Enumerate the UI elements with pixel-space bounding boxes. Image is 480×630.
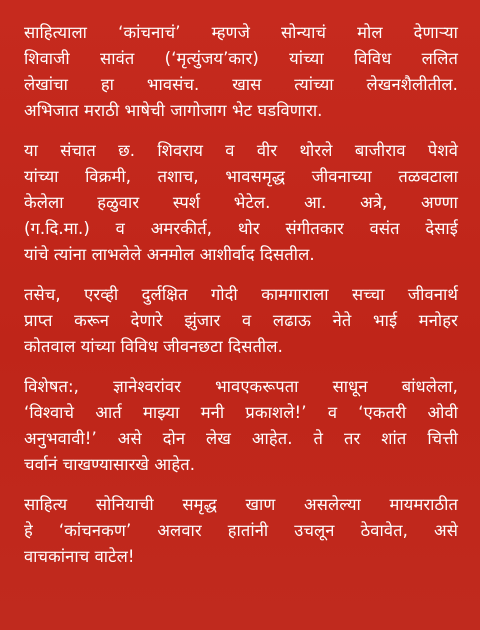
text-line: (ग.दि.मा.) व अमरकीर्त, थोर संगीतकार वसंत देसाई — [24, 219, 458, 238]
text-line: कोतवाल यांच्या विविध जीवनछटा दिसतील. — [24, 337, 283, 356]
text-line: वाचकांनाच वाटेल! — [24, 547, 135, 566]
text-line: अनुभवावी!’ असे दोन लेख आहेत. ते तर शांत चित्ती — [24, 429, 458, 448]
text-line: विशेषत:, ज्ञानेश्वरांवर भावएकरूपता साधून बांधलेला, — [24, 377, 458, 396]
text-line: शिवाजी सावंत (‘मृत्युंजय’कार) यांच्या विविध ललित — [24, 49, 458, 68]
text-line: ‘विश्वाचे आर्त माझ्या मनी प्रकाशले!’ व ‘एकतरी ओवी — [24, 403, 458, 422]
text-line: साहित्याला ‘कांचनाचं’ म्हणजे सोन्याचं मोल देणाऱ्या — [24, 23, 458, 42]
text-line: हे ‘कांचनकण’ अलवार हातांनी उचलून ठेवावेत, असे — [24, 521, 458, 540]
paragraph-special — [24, 374, 458, 478]
text-line: अभिजात मराठी भाषेची जागोजाग भेट घडविणारा. — [24, 101, 323, 120]
text-line: चर्वानं चाखण्यासारखे आहेत. — [24, 455, 196, 474]
paragraph-closing — [24, 492, 458, 570]
text-line: या संचात छ. शिवराय व वीर थोरले बाजीराव पेशवे — [24, 141, 458, 160]
text-line: तसेच, एरव्ही दुर्लक्षित गोदी कामगाराला सच्चा जीवनार्थ — [24, 285, 458, 304]
paragraph-leader — [24, 282, 458, 360]
text-line: साहित्य सोनियाची समृद्ध खाण असलेल्या मायमराठीत — [24, 495, 458, 514]
text-line: केलेला हळुवार स्पर्श भेटेल. आ. अत्रे, अण्णा — [24, 193, 458, 212]
text-line: प्राप्त करून देणारे झुंजार व लढाऊ नेते भाई मनोहर — [24, 311, 458, 330]
text-line: यांच्या विक्रमी, तशाच, भावसमृद्ध जीवनाच्या तळवटाला — [24, 167, 458, 186]
paragraph-contents — [24, 138, 458, 268]
text-line: यांचे त्यांना लाभलेले अनमोल आशीर्वाद दिसतील. — [24, 245, 315, 264]
text-line: लेखांचा हा भावसंच. खास त्यांच्या लेखनशैलीतील. — [24, 75, 458, 94]
paragraph-intro — [24, 20, 458, 124]
